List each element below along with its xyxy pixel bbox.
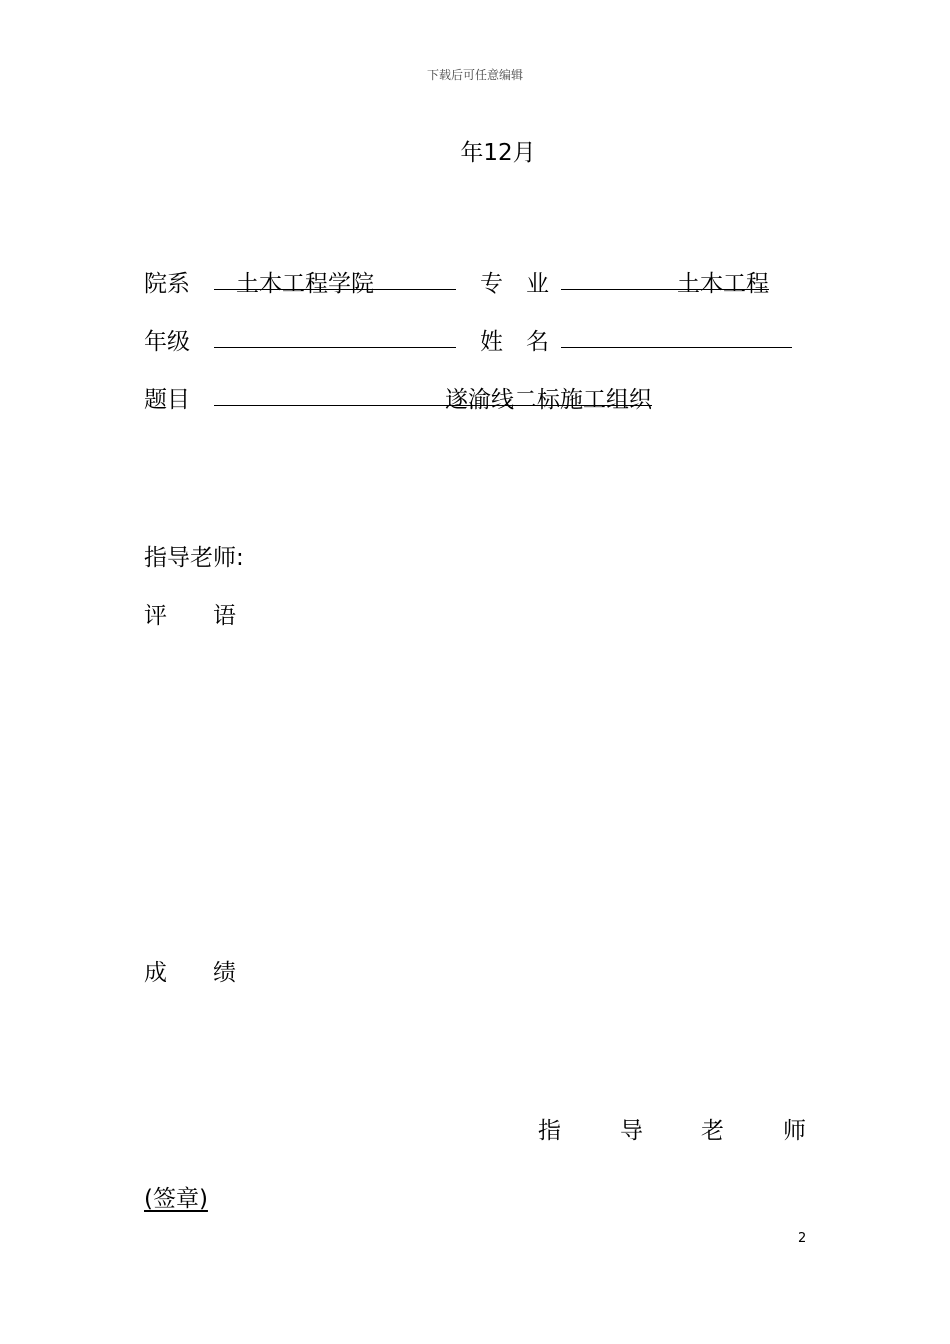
page-header: 下载后可任意编辑: [426, 68, 523, 82]
name-label: 姓 名: [480, 329, 549, 355]
date-line: 年12月: [460, 140, 536, 166]
signature-char: 老: [701, 1118, 724, 1144]
grade-label: 年级: [144, 329, 190, 355]
signature-char: 导: [620, 1118, 643, 1144]
score-label: 成 绩: [144, 960, 236, 986]
signature-char: 师: [783, 1118, 806, 1144]
advisor-label: 指导老师:: [144, 545, 244, 571]
grade-underline: [214, 347, 456, 348]
name-underline: [561, 347, 792, 348]
topic-value: 遂渝线二标施工组织: [445, 387, 652, 413]
topic-label: 题目: [144, 387, 190, 413]
signature-char: 指: [538, 1118, 561, 1144]
department-value: 土木工程学院: [236, 271, 374, 297]
signature-stamp: (签章): [144, 1186, 208, 1212]
page-number: 2: [798, 1231, 807, 1246]
major-label: 专 业: [480, 271, 549, 297]
major-value: 土木工程: [677, 271, 769, 297]
comment-label: 评 语: [144, 603, 236, 629]
department-label: 院系: [144, 271, 190, 297]
